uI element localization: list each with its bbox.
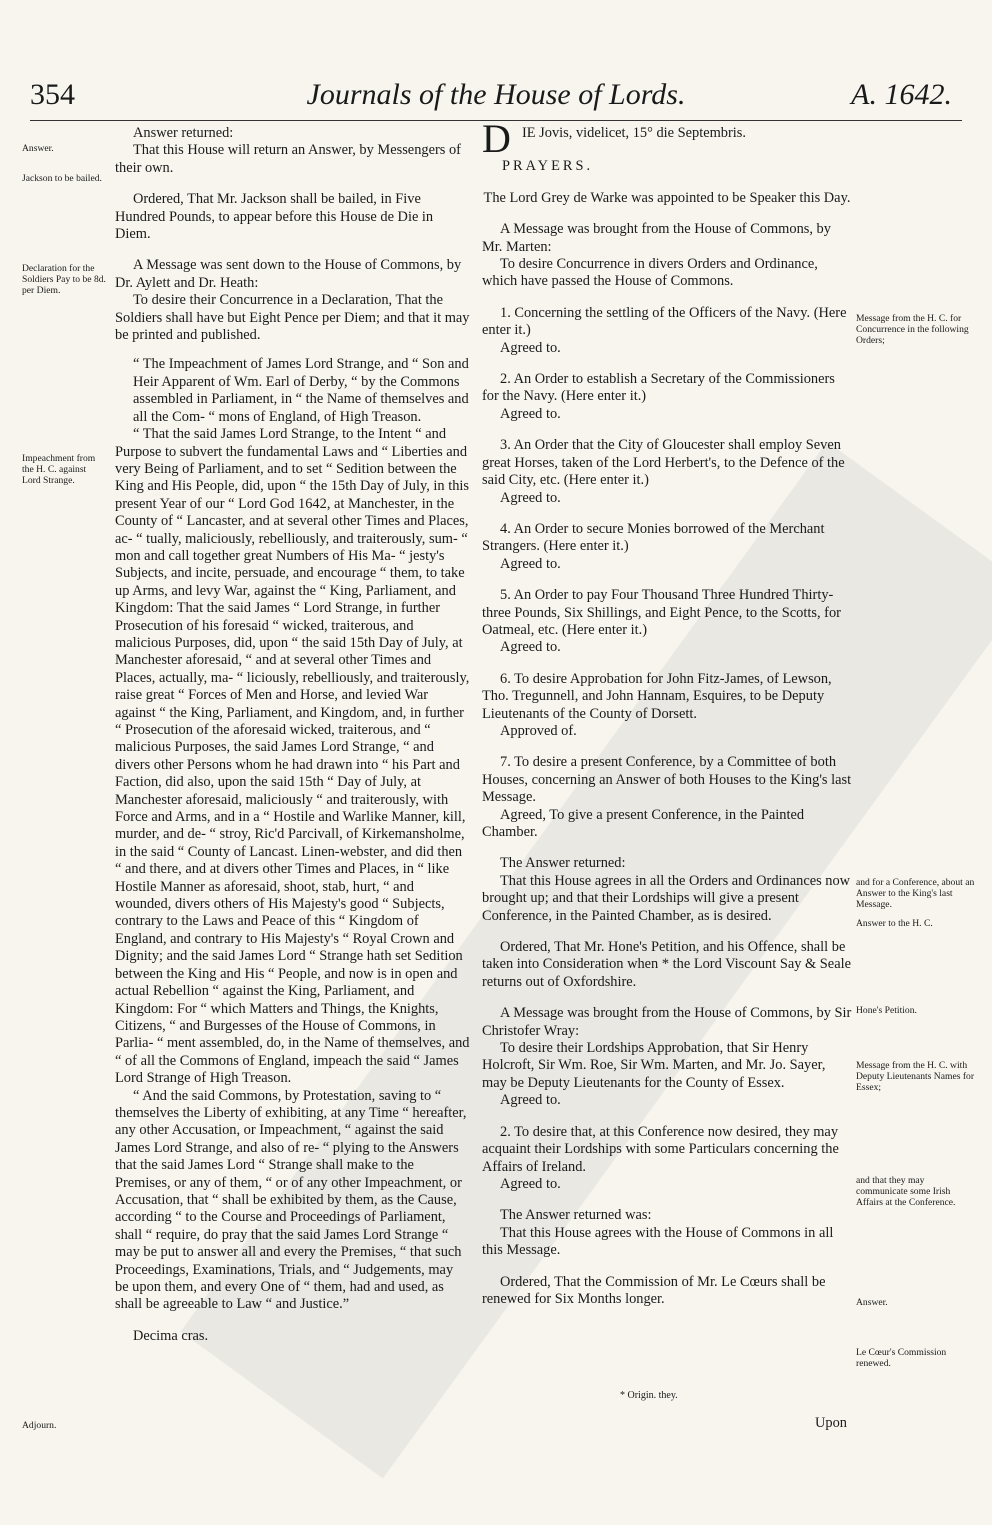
paragraph: That this House agrees with the House of Commons in all this Message. [482,1224,834,1259]
margin-note: Message from the H. C. for Concurrence in the following Orders; [856,313,969,346]
margin-note: Declaration for the Soldiers Pay to be 8d. per Diem. [22,263,106,296]
agreed: Agreed to. [500,489,561,506]
paragraph: That this House will return an Answer, by Messengers of their own. [115,142,461,176]
right-column [482,116,852,1308]
impeachment-heading: “ The Impeachment of James Lord Strange, and “ Son and Heir Apparent of Wm. Earl of Derby, “ by the Commons assembled in Parliament, in “ the Name of themselves and all the Com- “ mons of England, of High Treason. [133,356,469,425]
protestation: “ And the said Commons, by Protestation, saving to “ themselves the Liberty of exhibiting, at any Time “ hereafter, any other Accusation, or Impeachment, “ against the said James Lord Strange, and also of re- “ plying to the Answers that the said James Lord “ Strange shall make to the Premises, or any of them, “ or of any other Impeachment, or Accusation, that “ shall be exhibited by them, as the Cause, according “ to the Course and Proceedings of Parliament, shall “ require, do pray that the said James Lord Strange “ may be put to answer all and every the Premises, “ that such Proceedings, Examinations, Trials, and “ Judgements, may be upon them, and every One of “ them, had and used, as shall be agreeable to Law “ and Justice.” [115,1087,467,1313]
paragraph: The Answer returned: [500,855,626,872]
paragraph: A Message was brought from the House of Commons, by Mr. Marten: [482,221,831,255]
date-line [482,116,852,161]
margin-note: Answer. [856,1297,888,1308]
paragraph: The Answer returned was: [500,1207,652,1224]
margin-note: and for a Conference, about an Answer to the King's last Message. [856,877,975,910]
page-number: 354 [30,78,75,111]
paragraph: Ordered, That Mr. Hone's Petition, and his Offence, shall be taken into Consideration when * the Lord Viscount Say & Seale returns out of Oxfordshire. [482,939,851,990]
paragraph: A Message was brought from the House of Commons, by Sir Christofer Wray: [482,1005,852,1039]
paragraph: Ordered, That Mr. Jackson shall be bailed, in Five Hundred Pounds, to appear before this House de Die in Diem. [115,191,434,243]
paragraph: A Message was sent down to the House of Commons, by Dr. Aylett and Dr. Heath: [115,257,462,291]
order-item: 4. An Order to secure Monies borrowed of the Merchant Strangers. (Here enter it.) [482,520,825,555]
order-item: 1. Concerning the settling of the Officers of the Navy. (Here enter it.) [482,304,847,339]
drop-cap: D [482,116,511,161]
page-header [30,78,962,118]
order-item: 7. To desire a present Conference, by a Committee of both Houses, concerning an Answer of both Houses to the King's last Message. [482,754,852,806]
agreed: Agreed to. [500,1175,561,1192]
agreed: Agreed to. [500,1092,561,1109]
margin-note: Message from the H. C. with Deputy Lieutenants Names for Essex; [856,1060,975,1093]
paragraph: That this House agrees in all the Orders and Ordinances now brought up; and that their Lordships will give a present Conference, in the Painted Chamber, as is desired. [482,872,851,924]
paragraph: To desire their Concurrence in a Declaration, That the Soldiers shall have but Eight Pence per Diem; and that it may be printed and published. [115,292,470,344]
order-item: 3. An Order that the City of Gloucester shall employ Seven great Horses, taken of the Lord Herbert's, to the Defence of the said City, etc. (Here enter it.) [482,437,845,489]
left-column [115,125,470,1345]
paragraph: The Lord Grey de Warke was appointed to be Speaker this Day. [483,189,851,206]
catchword: Upon [815,1415,847,1431]
agreed: Agreed to. [500,405,561,422]
order-item: 2. An Order to establish a Secretary of the Commissioners for the Navy. (Here enter it.) [482,371,835,405]
impeachment-body: “ That the said James Lord Strange, to the Intent “ and Purpose to subvert the fundamental Laws and “ Liberties and very Being of Parliament, and to set “ Sedition between the King and His People, did, upon “ the 15th Day of July, in this present Year of our “ Lord God 1642, at Manchester, in the County of “ Lancaster, and at several other Times and Places, ac- “ tually, maliciously, rebelliously, and traiterously, sum- “ mon and call together great Numbers of His Ma- “ jesty's Subjects, and incite, persuade, and encourage “ them, to take up Arms, and levy War, against the “ King, Parliament, and Kingdom: That the said James “ Lord Strange, in further Prosecution of his foresaid “ wicked, traiterous, and malicious Purposes, did, upon “ the said 15th Day of July, at Manchester aforesaid, “ and at several other Times and Places, actually, ma- “ liciously, rebelliously, and traiterously, raise great “ Forces of Men and Horse, and levied War against “ the King, Parliament, and Kingdom, and, in further “ Prosecution of the aforesaid wicked, traiterous, and “ malicious Purposes, the said James Lord Strange, “ and divers other Persons whom he had drawn into “ his Part and Faction, did also, upon the said 15th “ Day of July, at Manchester aforesaid, maliciously “ and traiterously, with Force and Arms, and in a “ Hostile and Warlike Manner, kill, murder, and de- “ stroy, Ric'd Parcivall, of Kirkemansholme, in the said “ County of Lancast. Linen-webster, and did then “ and there, and at divers other Times and Places, in “ like Hostile Manner as aforesaid, shoot, stab, hurt, “ and wounded, divers others of His Majesty's good “ Subjects, contrary to the Laws and Peace of this “ Kingdom of England, and contrary to His Majesty's “ Royal Crown and Dignity; and the said James Lord “ Strange hath set Sedition between the King and His “ People, and now is in open and actual Rebellion “ against the King, Parliament, and Kingdom: For “ which Matters and Things, the Knights, Citizens, “ and Burgesses of the House of Commons, in Parlia- “ ment assembled, do, in the Name of themselves, and “ of all the Commons of England, impeach the said “ James Lord Strange of High Treason. [115,426,470,1087]
adjourn: Decima cras. [133,1327,209,1344]
running-title: Journals of the House of Lords. [306,78,686,111]
agreed: Agreed to. [500,639,561,656]
margin-note: Le Cœur's Commission renewed. [856,1347,947,1369]
paragraph: Ordered, That the Commission of Mr. Le Cœurs shall be renewed for Six Months longer. [482,1273,826,1307]
margin-note: Impeachment from the H. C. against Lord Strange. [22,453,96,486]
year: A. 1642. [851,78,952,111]
paragraph: To desire Concurrence in divers Orders and Ordinance, which have passed the House of Commons. [482,256,818,290]
agreed: Agreed to. [500,555,561,572]
date-text: IE Jovis, videlicet, 15° die Septembris. [522,125,746,141]
margin-note: and that they may communicate some Irish Affairs at the Conference. [856,1175,956,1208]
margin-note: Adjourn. [22,1420,57,1431]
order-item: 6. To desire Approbation for John Fitz-James, of Lewson, Tho. Tregunnell, and John Hannam, Esquires, to be Deputy Lieutenants of the County of Dorsett. [482,670,832,722]
agreed: Agreed, To give a present Conference, in the Painted Chamber. [482,806,805,840]
footnote: * Origin. they. [620,1390,678,1401]
order-item: 5. An Order to pay Four Thousand Three Hundred Thirty-three Pounds, Six Shillings, and Eight Pence, to the Scotts, for Oatmeal, etc. (Here enter it.) [482,587,841,638]
prayers-heading: PRAYERS. [502,158,594,175]
margin-note: Jackson to be bailed. [22,173,102,184]
paragraph: 2. To desire that, at this Conference now desired, they may acquaint their Lordships with some Particulars concerning the Affairs of Ireland. [482,1123,839,1175]
paragraph: Answer returned: [133,125,234,141]
paragraph: To desire their Lordships Approbation, that Sir Henry Holcroft, Sir Wm. Roe, Sir Wm. Marten, and Mr. Jo. Sayer, may be Deputy Lieutenants for the County of Essex. [482,1040,826,1091]
margin-note: Answer to the H. C. [856,918,933,929]
agreed: Agreed to. [500,339,561,356]
agreed: Approved of. [500,722,577,739]
margin-note: Answer. [22,143,54,154]
margin-note: Hone's Petition. [856,1005,917,1016]
